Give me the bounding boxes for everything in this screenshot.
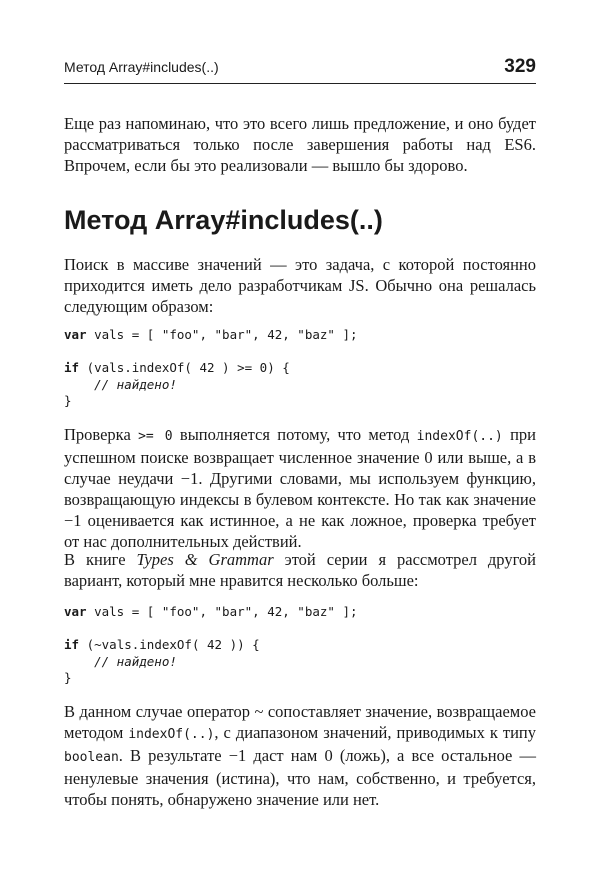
paragraph-text: Поиск в массиве значений — это задача, с которой постоянно приходится иметь дело разработчикам JS. Обычно она решалась следующим образом: bbox=[64, 255, 536, 316]
code-keyword: if bbox=[64, 360, 80, 375]
inline-code: indexOf(..) bbox=[416, 429, 503, 444]
paragraph-intro bbox=[64, 113, 536, 176]
paragraph-text bbox=[64, 424, 536, 552]
book-title: Types & Grammar bbox=[136, 550, 274, 569]
text-run: . В результате −1 даст нам 0 (ложь), а все остальное — ненулевые значения (истина), что нам, собственно, и требуется, чтобы понять, обнаружено значение или нет. bbox=[64, 746, 536, 809]
code-line: } bbox=[64, 670, 72, 685]
paragraph-text: Еще раз напоминаю, что это всего лишь предложение, и оно будет рассматриваться только после завершения работы над ES6. Впрочем, если бы это реализовали — вышло бы здорово. bbox=[64, 114, 536, 175]
code-comment: // найдено! bbox=[64, 653, 177, 669]
running-header bbox=[64, 56, 536, 78]
section-heading-block bbox=[64, 204, 536, 236]
paragraph-tilde bbox=[64, 701, 536, 810]
page-number: 329 bbox=[504, 56, 536, 77]
running-title: Метод Array#includes(..) bbox=[64, 59, 219, 75]
paragraph-book-ref bbox=[64, 549, 536, 591]
paragraph-text bbox=[64, 549, 536, 591]
code-keyword: if bbox=[64, 637, 80, 652]
code-keyword: var bbox=[64, 604, 87, 619]
text-run: Проверка bbox=[64, 425, 139, 444]
text-run: В книге bbox=[64, 550, 137, 569]
code-line: vals = [ "foo", "bar", 42, "baz" ]; bbox=[86, 327, 358, 342]
inline-code: boolean bbox=[64, 750, 119, 765]
code-comment: // найдено! bbox=[64, 376, 177, 392]
paragraph-search bbox=[64, 254, 536, 317]
paragraph-check bbox=[64, 424, 536, 552]
section-title: Метод Array#includes(..) bbox=[64, 205, 383, 235]
inline-code: >= 0 bbox=[138, 429, 173, 444]
text-run: при успешном поиске возвращает численное значение 0 или выше, а в случае неудачи −1. Другими словами, мы используем функцию, возвращающую индексы в булевом контексте. Но так как значение −1 оценивается как истинное, а не как ложное, проверка требует от нас дополнительных действий. bbox=[64, 425, 536, 551]
code-keyword: var bbox=[64, 327, 87, 342]
code-line: (vals.indexOf( 42 ) >= 0) { bbox=[79, 360, 290, 375]
header-rule bbox=[64, 83, 536, 84]
code-listing bbox=[64, 604, 536, 687]
inline-code: indexOf(..) bbox=[128, 727, 215, 742]
code-block-2 bbox=[64, 604, 536, 687]
code-line: vals = [ "foo", "bar", 42, "baz" ]; bbox=[86, 604, 358, 619]
text-run: выполняется потому, что метод bbox=[172, 425, 417, 444]
text-run: , с диапазоном значений, приводимых к типу bbox=[214, 723, 536, 742]
text-run: этой серии я рассмотрел другой вариант, который мне нравится несколько больше: bbox=[64, 550, 537, 590]
code-listing bbox=[64, 327, 536, 410]
code-block-1 bbox=[64, 327, 536, 410]
code-line: (~vals.indexOf( 42 )) { bbox=[79, 637, 260, 652]
code-line: } bbox=[64, 393, 72, 408]
paragraph-text bbox=[64, 701, 536, 810]
text-run: В данном случае оператор ~ сопоставляет значение, возвращаемое методом bbox=[64, 702, 536, 742]
